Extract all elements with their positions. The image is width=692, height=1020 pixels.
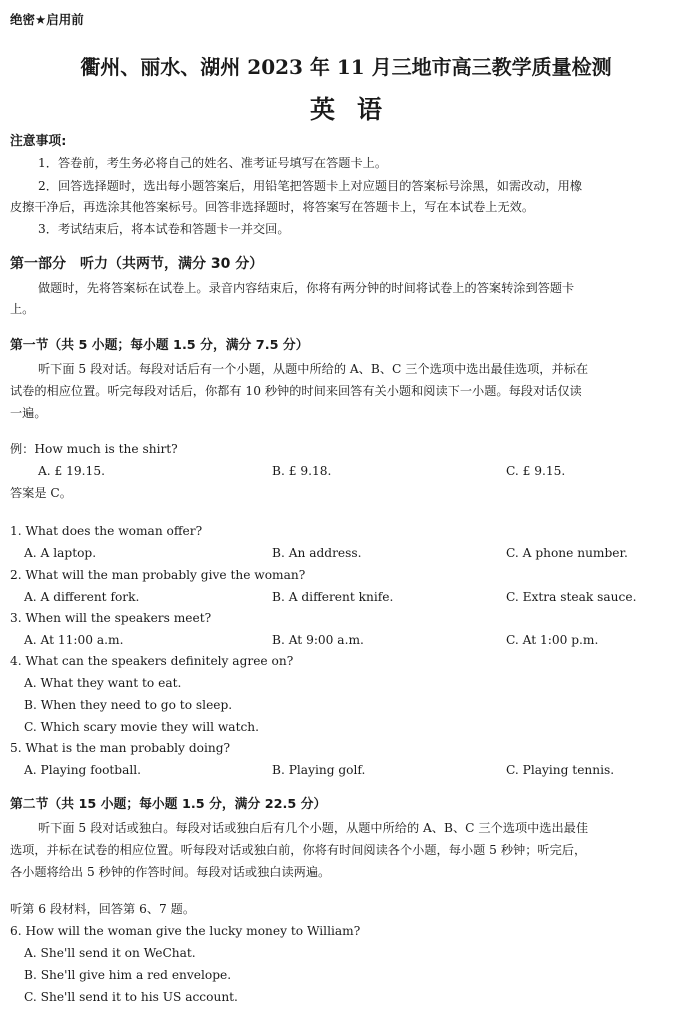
section2-instr-line-3: 各小题将给出 5 秒钟的作答时间。每段对话或独白读两遍。 xyxy=(10,865,331,879)
question-5: 5. What is the man probably doing? xyxy=(10,741,231,755)
section1-instr-line-1: 听下面 5 段对话。每段对话后有一个小题，从题中所给的 A、B、C 三个选项中选出最佳选项，并标在 xyxy=(38,362,589,376)
q3-option-a: A. At 11:00 a.m. xyxy=(24,633,124,647)
section1-instr-line-2: 试卷的相应位置。听完每段对话后，你都有 10 秒钟的时间来回答有关小题和阅读下一小题。每段对话仅读 xyxy=(10,384,582,398)
q1-option-b: B. An address. xyxy=(272,546,362,560)
example-answer: 答案是 C。 xyxy=(10,486,72,500)
q3-option-c: C. At 1:00 p.m. xyxy=(506,633,599,647)
question-6: 6. How will the woman give the lucky money to William? xyxy=(10,924,361,938)
notes-item-2-line-1: 2．回答选择题时，选出每小题答案后，用铅笔把答题卡上对应题目的答案标号涂黑，如需改动，用橡 xyxy=(38,179,583,193)
question-1: 1. What does the woman offer? xyxy=(10,524,203,538)
part1-intro-line-1: 做题时，先将答案标在试卷上。录音内容结束后，你将有两分钟的时间将试卷上的答案转涂到答题卡 xyxy=(38,281,575,295)
q5-option-a: A. Playing football. xyxy=(24,763,142,777)
q2-option-b: B. A different knife. xyxy=(272,590,394,604)
q2-option-c: C. Extra steak sauce. xyxy=(506,590,637,604)
example-question: 例：How much is the shirt? xyxy=(10,442,178,456)
material-6-prompt: 听第 6 段材料，回答第 6、7 题。 xyxy=(10,902,196,916)
q3-option-b: B. At 9:00 a.m. xyxy=(272,633,364,647)
q1-option-a: A. A laptop. xyxy=(24,546,97,560)
q6-option-b: B. She'll give him a red envelope. xyxy=(24,968,232,982)
section2-instr-line-1: 听下面 5 段对话或独白。每段对话或独白后有几个小题，从题中所给的 A、B、C 三个选项中选出最佳 xyxy=(38,821,589,835)
q6-option-c: C. She'll send it to his US account. xyxy=(24,990,238,1004)
part1-intro-line-2: 上。 xyxy=(10,302,35,316)
notes-item-1: 1．答卷前，考生务必将自己的姓名、准考证号填写在答题卡上。 xyxy=(38,156,388,170)
example-option-a: A. £ 19.15. xyxy=(38,464,105,478)
q2-option-a: A. A different fork. xyxy=(24,590,140,604)
q1-option-c: C. A phone number. xyxy=(506,546,628,560)
question-2: 2. What will the man probably give the woman? xyxy=(10,568,306,582)
question-3: 3. When will the speakers meet? xyxy=(10,611,212,625)
question-4: 4. What can the speakers definitely agree on? xyxy=(10,654,294,668)
notes-item-2-line-2: 皮擦干净后，再选涂其他答案标号。回答非选择题时，将答案写在答题卡上，写在本试卷上无效。 xyxy=(10,200,535,214)
notes-heading: 注意事项: xyxy=(10,134,67,149)
section1-instr-line-3: 一遍。 xyxy=(10,406,47,420)
notes-item-3: 3．考试结束后，将本试卷和答题卡一并交回。 xyxy=(38,222,290,236)
q6-option-a: A. She'll send it on WeChat. xyxy=(24,946,196,960)
subject-title: 英语 xyxy=(309,95,404,124)
exam-title: 衢州、丽水、湖州 2023 年 11 月三地市高三教学质量检测 xyxy=(80,55,612,79)
q4-option-b: B. When they need to go to sleep. xyxy=(24,698,233,712)
q5-option-b: B. Playing golf. xyxy=(272,763,366,777)
example-option-c: C. £ 9.15. xyxy=(506,464,566,478)
section2-heading: 第二节（共 15 小题；每小题 1.5 分，满分 22.5 分） xyxy=(10,797,327,812)
example-option-b: B. £ 9.18. xyxy=(272,464,332,478)
secret-tag: 绝密★启用前 xyxy=(10,12,84,27)
q4-option-a: A. What they want to eat. xyxy=(24,676,182,690)
section1-heading: 第一节（共 5 小题；每小题 1.5 分，满分 7.5 分） xyxy=(10,338,309,353)
section2-instr-line-2: 选项，并标在试卷的相应位置。听每段对话或独白前，你将有时间阅读各个小题，每小题 5 秒钟；听完后， xyxy=(10,843,587,857)
q4-option-c: C. Which scary movie they will watch. xyxy=(24,720,260,734)
q5-option-c: C. Playing tennis. xyxy=(506,763,615,777)
part1-heading: 第一部分 听力（共两节，满分 30 分） xyxy=(10,256,264,272)
